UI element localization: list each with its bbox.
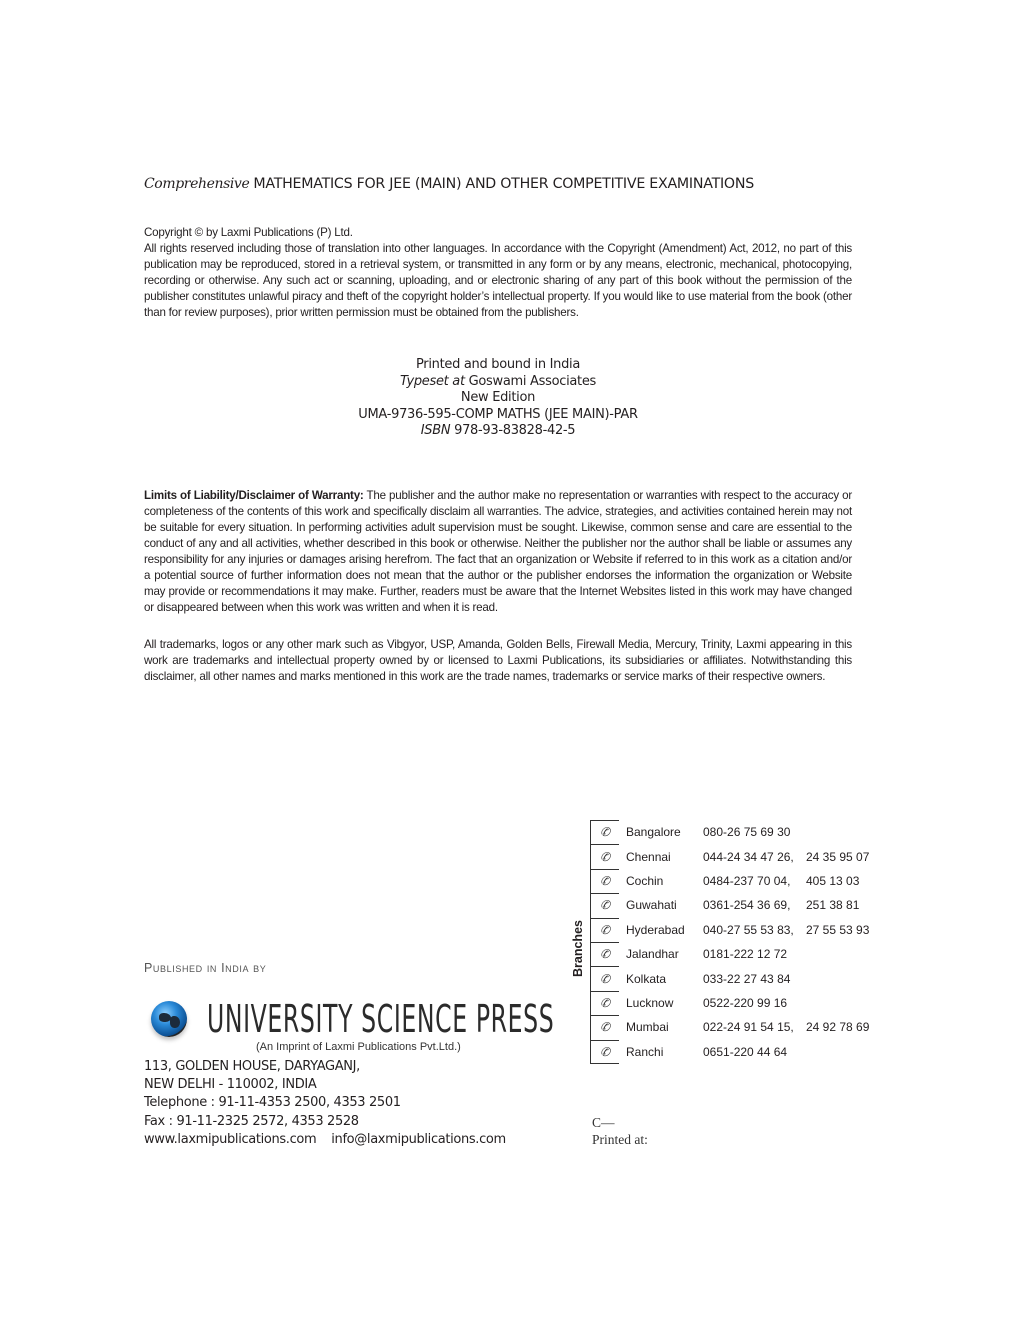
publisher-imprint: (An Imprint of Laxmi Publications Pvt.Ltd.) [256,1041,461,1053]
branch-row [591,869,860,893]
book-code: UMA-9736-595-COMP MATHS (JEE MAIN)-PAR [358,406,638,422]
phone-icon: ✆ [599,825,611,840]
branch-phone-alt: 27 55 53 93 [806,922,870,937]
email-link[interactable]: info@laxmipublications.com [331,1131,506,1147]
globe-icon [151,1001,187,1037]
phone-icon: ✆ [599,849,611,864]
title-main: MATHEMATICS FOR JEE (MAIN) AND OTHER COMPETITIVE EXAMINATIONS [253,176,754,192]
phone-icon: ✆ [599,922,611,937]
copyright-section [144,225,852,321]
branch-row [591,991,788,1015]
phone-icon: ✆ [599,995,611,1010]
branch-row [591,966,791,990]
copyright-line: Copyright © by Laxmi Publications (P) Ltd. [144,226,353,239]
isbn-label: ISBN [420,423,451,438]
branch-city: Hyderabad [626,922,685,937]
isbn-value: 978-93-83828-42-5 [454,423,576,438]
edition-info [300,357,696,440]
phone-icon: ✆ [599,873,611,888]
branch-phone: 080-26 75 69 30 [703,825,791,840]
branch-row [591,820,791,844]
address-line-2: NEW DELHI - 110002, INDIA [144,1077,317,1093]
branch-row [591,942,788,966]
publisher-logo-name: UNIVERSITY SCIENCE PRESS [207,997,555,1041]
branch-phone-alt: 24 92 78 69 [806,1020,870,1035]
phone-icon: ✆ [599,971,611,986]
branch-phone: 040-27 55 53 83, [703,922,794,937]
branch-row [591,1015,870,1039]
title-script-word: Comprehensive [144,176,250,192]
branch-phone: 0651-220 44 64 [703,1044,788,1059]
branch-row [591,893,860,917]
typeset-line [300,374,696,391]
typeset-label: Typeset at [399,373,465,389]
branch-city: Guwahati [626,898,677,913]
branch-row [591,844,870,868]
trademarks-body: All trademarks, logos or any other mark such as Vibgyor, USP, Amanda, Golden Bells, Firewall Media, Mercury, Trinity, Laxmi appearing in this work are trademarks and intellectual property owned by or licensed to Laxmi Publications, its subsidiaries or affiliates. Notwithstanding this disclaimer, all other names and marks mentioned in this work are the trade names, trademarks or service marks of their respective owners. [144,638,852,683]
edition: New Edition [460,390,536,405]
branch-phone-alt: 251 38 81 [806,898,860,913]
branch-phone: 0361-254 36 69, [703,898,791,913]
branch-phone: 0181-222 12 72 [703,947,788,962]
branch-city: Jalandhar [626,947,679,962]
branch-phone-alt: 24 35 95 07 [806,849,870,864]
disclaimer-body: The publisher and the author make no representation or warranties with respect to the accuracy or completeness of the contents of this work and specifically disclaim all warranties. The advice, strategies, and activities contained herein may not be suitable for every situation. In performing activities adult supervision must be sought. Likewise, common sense and care are essential to the conduct of any and all activities, whether described in this book or otherwise. Neither the publisher nor the author shall be liable or assumes any responsibility for any injuries or damages arising herefrom. The fact that an organization or Website if referred to in this work as a citation and/or a potential source of further information does not mean that the author or the publisher endorses the information the organization or Website may provide or recommendations it may make. Further, readers must be aware that the Internet Websites listed in this work may have changed or disappeared between when this work was written and when it is read. [144,489,852,614]
fax: Fax : 91-11-2325 2572, 4353 2528 [144,1113,359,1129]
disclaimer-heading: Limits of Liability/Disclaimer of Warranty: [144,489,364,502]
phone-icon: ✆ [599,898,611,913]
printer-info [592,1114,648,1148]
disclaimer-section [144,488,852,616]
disclaimer-paragraph [144,488,852,616]
typeset-value: Goswami Associates [468,373,597,389]
printed-bound: Printed and bound in India [415,357,581,372]
branch-phone: 0484-237 70 04, [703,873,791,888]
branch-city: Kolkata [626,971,667,986]
website-link[interactable]: www.laxmipublications.com [144,1131,317,1147]
trademarks-section [144,637,852,685]
isbn-line [300,423,696,440]
branches-label: Branches [571,920,585,977]
branch-city: Cochin [626,873,664,888]
address-line-1: 113, GOLDEN HOUSE, DARYAGANJ, [144,1059,360,1074]
phone-icon: ✆ [599,947,611,962]
branch-city: Chennai [626,849,671,864]
branch-city: Lucknow [626,995,674,1010]
copyright-body: All rights reserved including those of translation into other languages. In accordance with the Copyright (Amendment) Act, 2012, no part of this publication may be reproduced, stored in a retrieval system, or transmitted in any form or by any means, electronic, mechanical, photocopying, recording or otherwise. Any such act or scanning, uploading, and or electronic sharing of any part of this book without the permission of the publisher constitutes unlawful piracy and theft of the copyright holder’s intellectual property. If you would like to use material from the book (other than for review purposes), prior written permission must be obtained from the publishers. [144,242,852,319]
branch-phone: 0522-220 99 16 [703,995,788,1010]
telephone: Telephone : 91-11-4353 2500, 4353 2501 [144,1095,401,1111]
branch-list [590,820,870,1064]
publisher-address [144,1058,506,1149]
branch-phone-alt: 405 13 03 [806,873,860,888]
branch-phone: 044-24 34 47 26, [703,849,794,864]
branch-phone: 033-22 27 43 84 [703,971,791,986]
branch-city: Ranchi [626,1044,664,1059]
branch-city: Bangalore [626,825,681,840]
web-contacts [144,1131,506,1149]
branch-city: Mumbai [626,1020,669,1035]
phone-icon: ✆ [599,1020,611,1035]
branch-row [591,1040,788,1064]
phone-icon: ✆ [599,1044,611,1059]
branch-phone: 022-24 91 54 15, [703,1020,794,1035]
published-label: Published in India by [144,961,267,975]
book-title [144,176,754,192]
branch-row [591,918,870,942]
printer-code: C— [592,1115,615,1130]
printed-at-label: Printed at: [592,1132,648,1147]
